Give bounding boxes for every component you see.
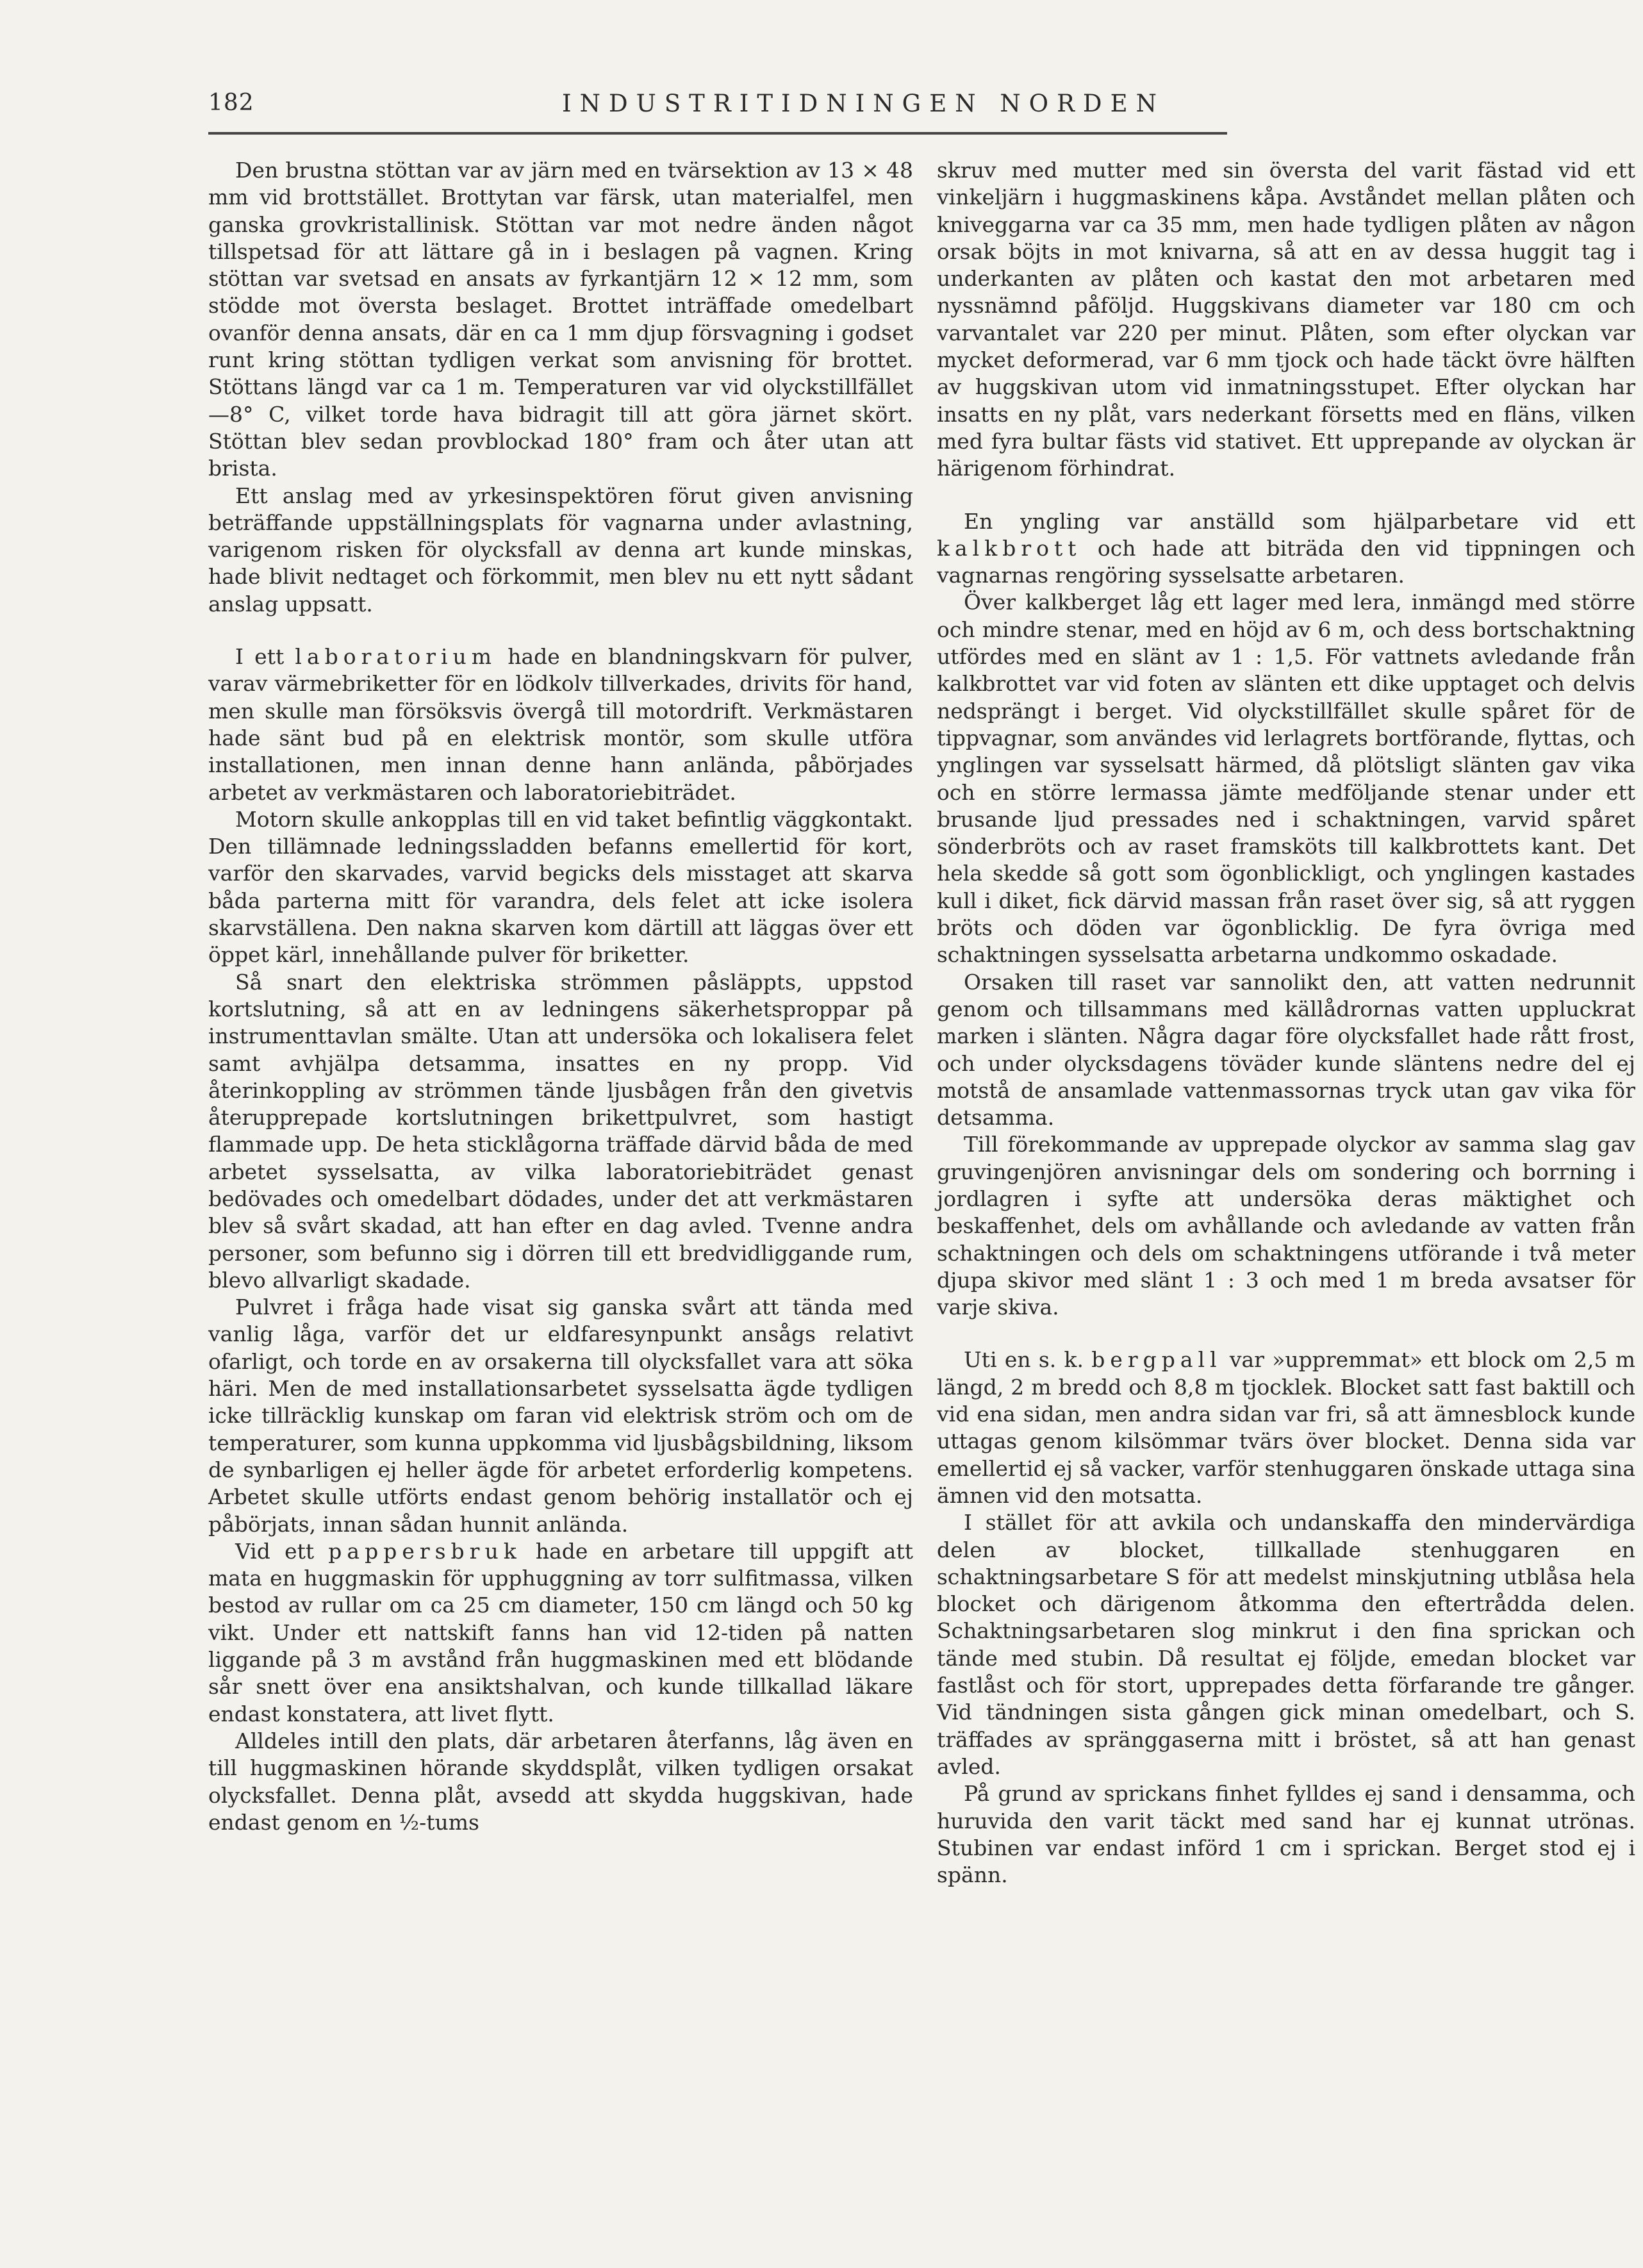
paragraph-text: På grund av sprickans finhet fylldes ej sand i densamma, och huruvida den varit täckt med sand har ej kunnat utrönas. Stubinen var endast införd 1 cm i sprickan. Berget stod ej i spänn. — [937, 1781, 1635, 1888]
spaced-keyword: bergpall — [1091, 1347, 1222, 1373]
paragraph-text: Orsaken till raset var sannolikt den, att vatten nedrunnit genom och tillsammans med källådrornas vatten uppluckrat marken i slänten. Några dagar före olycksfallet hade rått frost, och under olycksdagens töväder kunde släntens nedre del ej motstå de ansamlade vattenmassornas tryck utan gav vika för detsamma. — [937, 969, 1635, 1130]
paragraph-lead: Vid ett — [235, 1538, 329, 1564]
right-column — [937, 157, 1635, 1889]
journal-title: INDUSTRITIDNINGEN NORDEN — [562, 90, 1165, 117]
paragraph — [937, 508, 1635, 590]
header-rule — [208, 132, 1227, 135]
paragraph — [208, 1294, 913, 1538]
spaced-keyword: laboratorium — [295, 644, 497, 670]
paragraph-lead: En yngling var anställd som hjälparbetare vid ett — [964, 508, 1635, 534]
paragraph-text: var »uppremmat» ett block om 2,5 m längd, 2 m bredd och 8,8 m tjocklek. Blocket satt fast baktill och vid ena sidan, men andra sidan var fri, så att ämnesblock kunde uttagas genom kilsömmar tvärs över blocket. Denna sida var emellertid ej så vacker, varför stenhuggaren önskade uttaga sina ämnen vid den motsatta. — [937, 1347, 1635, 1508]
paragraph — [937, 969, 1635, 1132]
paragraph-text: Alldeles intill den plats, där arbetaren återfanns, låg även en till huggmaskinen hörande skyddsplåt, vilken tydligen orsakat olycksfallet. Denna plåt, avsedd att skydda huggskivan, hade endast genom en ½-tums — [208, 1728, 913, 1835]
paragraph-text: Motorn skulle ankopplas till en vid taket befintlig väggkontakt. Den tillämnade ledningssladden befanns emellertid för kort, varför den skarvades, varvid begicks dels misstaget att skarva båda parterna mitt för varandra, dels felet att icke isolera skarvställena. Den nakna skarven kom därtill att läggas över ett öppet kärl, innehållande pulver för briketter. — [208, 806, 913, 968]
paragraph — [208, 1538, 913, 1728]
paragraph — [937, 1780, 1635, 1889]
left-column — [208, 157, 913, 1836]
paragraph — [937, 589, 1635, 968]
paragraph-text: hade en blandningskvarn för pulver, varav värmebriketter för en lödkolv tillverkades, drivits för hand, men skulle man försöksvis övergå till motordrift. Verkmästaren hade sänt bud på en elektrisk montör, som skulle utföra installationen, men innan denne hann anlända, påbörjades arbetet av verkmästaren och laboratoriebiträdet. — [208, 644, 913, 805]
paragraph-text: Till förekommande av upprepade olyckor av samma slag gav gruvingenjören anvisningar dels om sondering och borrning i jordlagren i syfte att undersöka deras mäktighet och beskaffenhet, dels om avhållande och avledande av vatten från schaktningen och dels om schaktningens utförande i två meter djupa skivor med slänt 1 : 3 och med 1 m breda avsatser för varje skiva. — [937, 1132, 1635, 1320]
spaced-keyword: pappersbruk — [328, 1538, 522, 1564]
paragraph-text: hade en arbetare till uppgift att mata en huggmaskin för upphuggning av torr sulfitmassa, vilken bestod av rullar om ca 25 cm diameter, 150 cm längd och 50 kg vikt. Under ett nattskift fanns han vid 12-tiden på natten liggande på 3 m avstånd från huggmaskinen med ett blödande sår snett över ena ansiktshalvan, och kunde tillkallad läkare endast konstatera, att livet flytt. — [208, 1538, 913, 1726]
paragraph — [208, 157, 913, 483]
paragraph-lead: I ett — [235, 644, 295, 670]
paragraph-text: Pulvret i fråga hade visat sig ganska svårt att tända med vanlig låga, varför det ur eldfaresynpunkt ansågs relativt ofarligt, och torde en av orsakerna till olycksfallet vara att söka häri. Men de med installationsarbetet sysselsatta ägde tydligen icke tillräcklig kunskap om faran vid elektrisk ström och om de temperaturer, som kunna uppkomma vid ljusbågsbildning, liksom de synbarligen ej heller ägde för arbetet erforderlig kompetens. Arbetet skulle utförts endast genom behörig installatör och ej påbörjats, innan sådan hunnit anlända. — [208, 1295, 913, 1537]
paragraph-text: och hade att biträda den vid tippningen och vagnarnas rengöring sysselsatte arbetaren. — [937, 535, 1635, 588]
paragraph — [937, 1131, 1635, 1321]
paragraph-text: Så snart den elektriska strömmen påsläppts, uppstod kortslutning, så att en av ledningens säkerhetsproppar på instrumenttavlan smälte. Utan att undersöka och lokalisera felet samt avhjälpa detsamma, insattes en ny propp. Vid återinkoppling av strömmen tände ljusbågen från den givetvis återupprepade kortslutningen brikettpulvret, som hastigt flammade upp. De heta sticklågorna träffade därvid båda de med arbetet sysselsatta, av vilka laboratoriebiträdet genast bedövades och omedelbart dödades, under det att verkmästaren blev så svårt skadad, att han efter en dag avled. Tvenne andra personer, som befunno sig i dörren till ett bredvidliggande rum, blevo allvarligt skadade. — [208, 969, 913, 1293]
paragraph-text: I stället för att avkila och undanskaffa den mindervärdiga delen av blocket, tillkallade stenhuggaren en schaktningsarbetare S för att medelst minskjutning utblåsa hela blocket och därigenom åtkomma den eftertrådda delen. Schaktningsarbetaren slog minkrut i den fina sprickan och tände med stubin. Då resultat ej följde, emedan blocket var fastlåst och för stort, upprepades detta förfarande tre gånger. Vid tändningen sista gången gick minan omedelbart, och S. träffades av spränggaserna mitt i bröstet, så att han genast avled. — [937, 1510, 1635, 1779]
paragraph — [208, 643, 913, 806]
paragraph — [208, 483, 913, 618]
paragraph-text: Den brustna stöttan var av järn med en tvärsektion av 13 × 48 mm vid brottstället. Brottytan var färsk, utan materialfel, men ganska grovkristallinisk. Stöttan var mot nedre änden något tillspetsad för att lättare gå in i beslagen på vagnen. Kring stöttan var svetsad en ansats av fyrkantjärn 12 × 12 mm, som stödde mot översta beslaget. Brottet inträffade omedelbart ovanför denna ansats, där en ca 1 mm djup försvagning i godset runt kring stöttan tydligen verkat som anvisning för brottet. Stöttans längd var ca 1 m. Temperaturen var vid olyckstillfället —8° C, vilket torde hava bidragit till att göra järnet skört. Stöttan blev sedan provblockad 180° fram och åter utan att brista. — [208, 158, 913, 481]
paragraph-text: skruv med mutter med sin översta del varit fästad vid ett vinkeljärn i huggmaskinens kåpa. Avståndet mellan plåten och kniveggarna var ca 35 mm, men hade tydligen plåten av någon orsak böjts in mot knivarna, så att en av dessa huggit tag i underkanten av plåten och kastat den mot arbetaren med nyssnämnd påföljd. Huggskivans diameter var 180 cm och varvantalet var 220 per minut. Plåten, som efter olyckan var mycket deformerad, var 6 mm tjock och hade täckt övre hälften av huggskivan utom vid inmatningsstupet. Efter olyckan har insatts en ny plåt, vars nederkant försetts med en fläns, vilken med fyra bultar fästs vid stativet. Ett upprepande av olyckan är härigenom förhindrat. — [937, 158, 1635, 481]
paragraph — [937, 1509, 1635, 1780]
page-number: 182 — [208, 90, 254, 116]
paragraph-text: Ett anslag med av yrkesinspektören förut given anvisning beträffande uppställningsplats för vagnarna under avlastning, varigenom risken för olycksfall av denna art kunde minskas, hade blivit nedtaget och förkommit, men blev nu ett nytt sådant anslag uppsatt. — [208, 483, 913, 617]
paragraph-lead: Uti en s. k. — [964, 1347, 1092, 1373]
page-header — [208, 90, 1227, 128]
paragraph — [937, 1346, 1635, 1509]
paragraph — [208, 806, 913, 969]
paragraph — [937, 157, 1635, 483]
paragraph — [208, 969, 913, 1295]
spaced-keyword: kalkbrott — [937, 535, 1082, 561]
paragraph — [208, 1728, 913, 1836]
paragraph-text: Över kalkberget låg ett lager med lera, inmängd med större och mindre stenar, med en höjd av 6 m, och dess bortschaktning utfördes med en slänt av 1 : 1,5. För vattnets avledande från kalkbrottet var vid foten av slänten ett dike upptaget och delvis nedsprängt i berget. Vid olyckstillfället skulle spåret för de tippvagnar, som användes vid lerlagrets bortförande, flyttas, och ynglingen var sysselsatt härmed, då plötsligt slänten gav vika och en större lermassa jämte medföljande stenar under ett brusande ljud pressades ned i schaktningen, varvid spåret sönderbröts och av raset framsköts till kalkbrottets kant. Det hela skedde så gott som ögonblickligt, och ynglingen kastades kull i diket, fick därvid massan från raset över sig, så att ryggen bröts och döden var ögonblicklig. De fyra övriga med schaktningen sysselsatta arbetarna undkommo oskadade. — [937, 590, 1635, 968]
